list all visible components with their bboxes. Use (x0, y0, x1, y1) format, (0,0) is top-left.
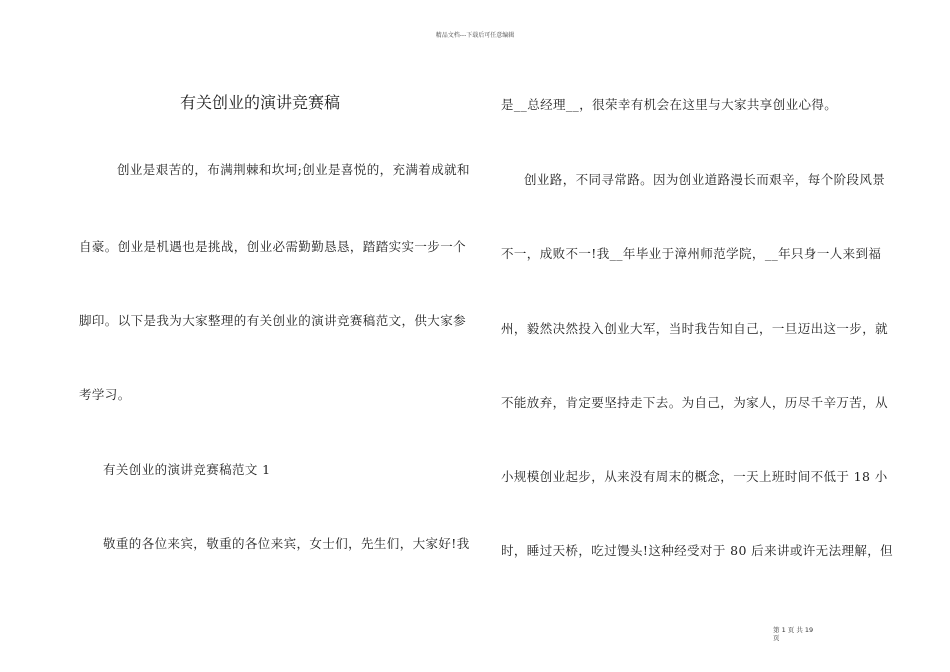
section-heading: 有关创业的演讲竞赛稿范文 1 (103, 462, 271, 477)
document-title: 有关创业的演讲竞赛稿 (179, 93, 340, 112)
page-number-line-1: 第 1 页 共 19 (773, 626, 814, 634)
right-paragraph-line: 创业路，不同寻常路。因为创业道路漫长而艰辛，每个阶段风景 (524, 172, 886, 187)
left-paragraph-line: 自豪。创业是机遇也是挑战，创业必需勤勤恳恳，踏踏实实一步一个 (79, 239, 467, 254)
left-paragraph-line: 脚印。以下是我为大家整理的有关创业的演讲竞赛稿范文，供大家参 (79, 313, 467, 328)
left-paragraph-line: 敬重的各位来宾，敬重的各位来宾，女士们，先生们，大家好!我 (103, 536, 470, 551)
right-paragraph-line: 不一，成败不一!我__年毕业于漳州师范学院，__年只身一人来到福 (501, 246, 882, 261)
left-paragraph-line: 创业是艰苦的，布满荆棘和坎坷;创业是喜悦的，充满着成就和 (117, 162, 470, 177)
document-header: 精品文档---下载后可任意编辑 (435, 32, 515, 39)
page-number-line-2: 页 (773, 634, 780, 642)
page-number (773, 626, 853, 642)
right-paragraph-line: 小规模创业起步，从来没有周末的概念，一天上班时间不低于 18 小 (501, 469, 888, 484)
right-paragraph-line: 州，毅然决然投入创业大军，当时我告知自己，一旦迈出这一步，就 (501, 321, 889, 336)
left-paragraph-line: 考学习。 (79, 387, 131, 402)
right-paragraph-line: 不能放弃，肯定要坚持走下去。为自己，为家人，历尽千辛万苦，从 (501, 395, 889, 410)
right-paragraph-line: 是__总经理__，很荣幸有机会在这里与大家共享创业心得。 (501, 97, 838, 112)
right-paragraph-line: 时，睡过天桥，吃过馒头!这种经受对于 80 后来讲或许无法理解，但 (501, 543, 894, 558)
